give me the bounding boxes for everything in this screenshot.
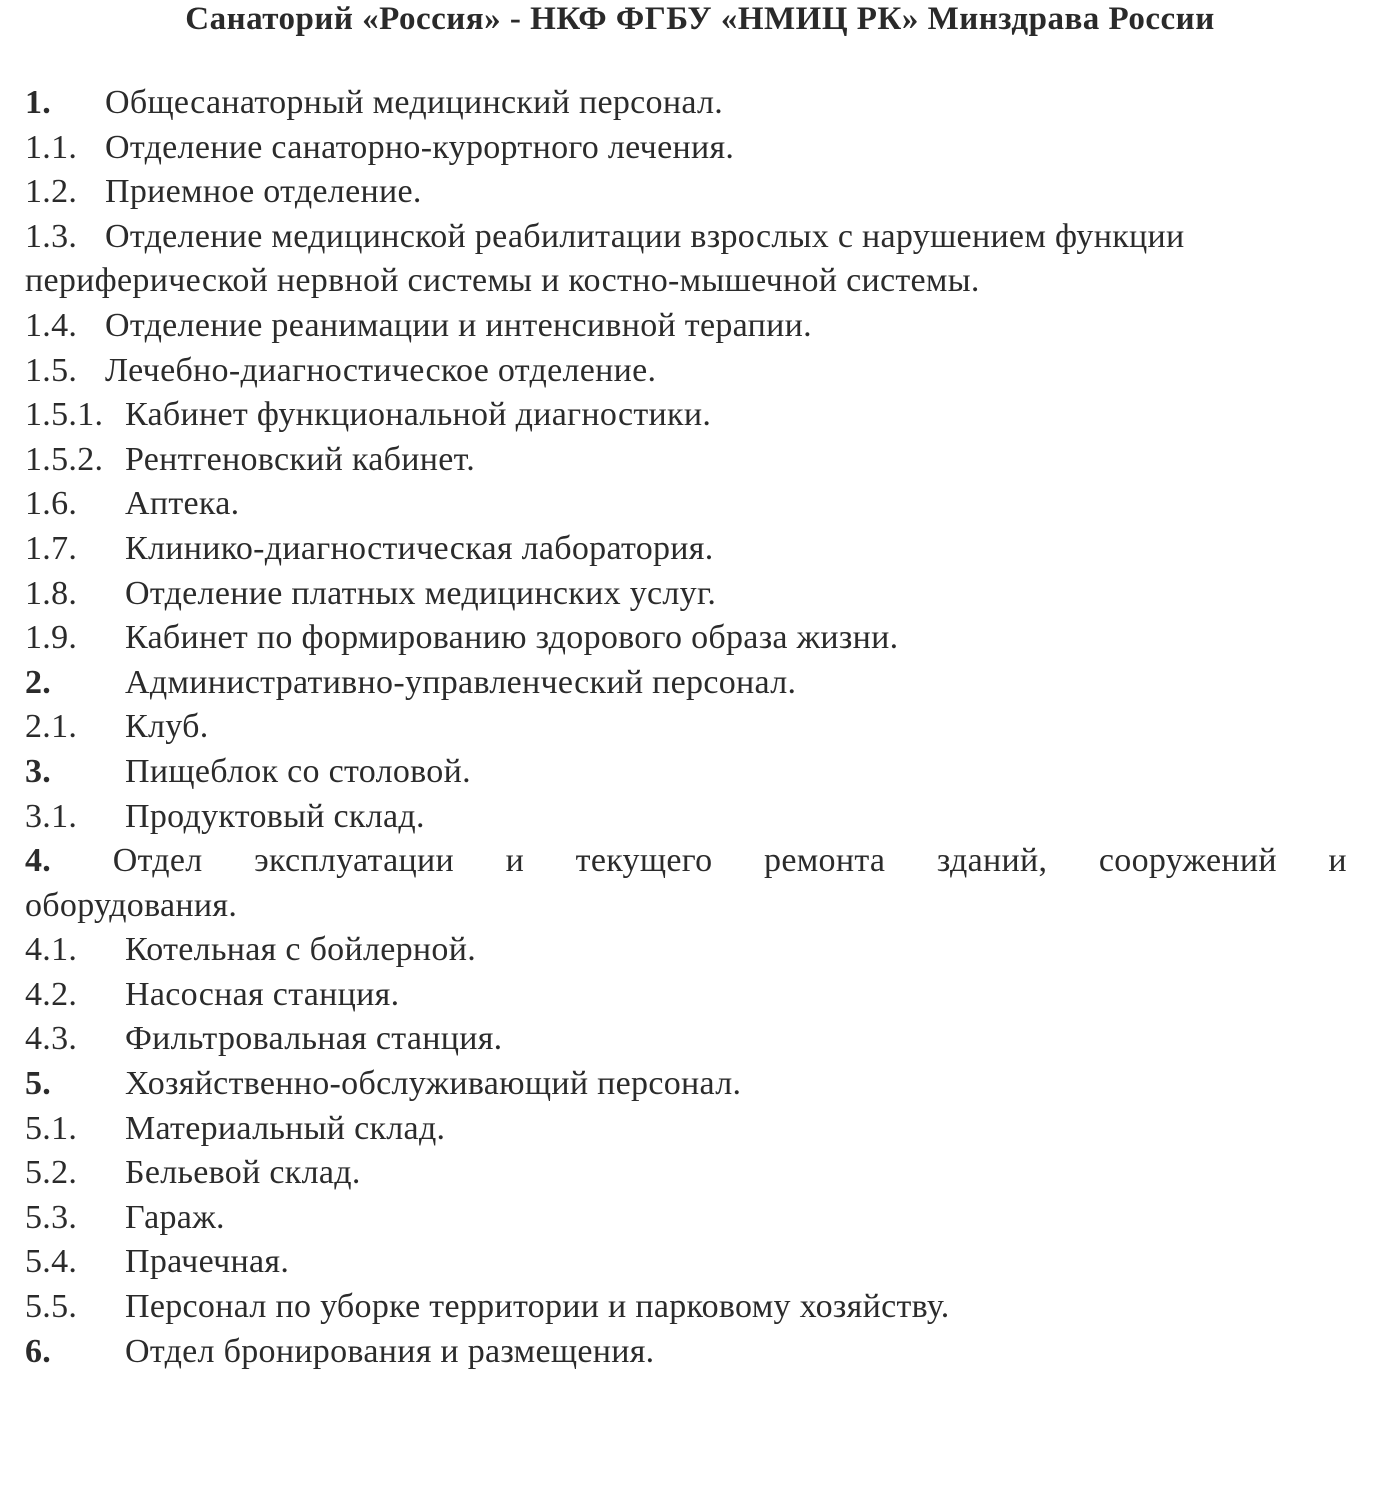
item-text-line2: оборудования. [25,886,238,924]
item-number: 1.5. [25,351,78,389]
item-number: 1. [25,84,52,121]
item-text: Персонал по уборке территории и парковому хозяйству. [125,1288,950,1326]
item-text: Рентгеновский кабинет. [125,440,476,478]
item-number: 1.4. [25,306,78,344]
list-item [25,839,1350,928]
item-text: Материальный склад. [125,1109,446,1147]
list-item [25,126,1350,171]
item-number: 2.1. [25,708,78,746]
list-item [25,795,1350,840]
list-item [25,393,1350,438]
list-item [25,1151,1350,1196]
item-number: 3. [25,752,52,790]
item-text: Фильтровальная станция. [125,1020,503,1058]
item-number: 5. [25,1065,52,1103]
item-text: Общесанаторный медицинский персонал. [105,84,724,121]
list-item [25,1285,1350,1330]
list-item [25,572,1350,617]
item-word: зданий, [936,842,1048,880]
item-number: 4.2. [25,975,78,1013]
item-number: 1.6. [25,485,78,523]
item-number: 5.2. [25,1154,78,1192]
item-number: 5.3. [25,1198,78,1236]
item-number: 5.1. [25,1109,78,1147]
item-number: 4.1. [25,931,78,969]
list-item [25,1240,1350,1285]
list-item [25,973,1350,1018]
item-text: Кабинет функциональной диагностики. [125,396,712,434]
item-text: Хозяйственно-обслуживающий персонал. [125,1065,742,1103]
item-number: 1.3. [25,217,78,255]
item-number: 4.3. [25,1020,78,1058]
list-item [25,1017,1350,1062]
item-number: 1.1. [25,128,78,166]
item-text: Прачечная. [125,1243,290,1281]
item-text-line1: Отделение медицинской реабилитации взрослых с нарушением функции [105,217,1185,255]
item-text: Клуб. [125,708,209,746]
item-text: Отделение платных медицинских услуг. [125,574,717,612]
list-item [25,1330,1350,1375]
list-item [25,1196,1350,1241]
list-item [25,81,1350,126]
list-item [25,616,1350,661]
item-word: и [505,842,525,880]
item-number: 1.5.2. [25,440,104,478]
list-item [25,750,1350,795]
item-number: 5.4. [25,1243,78,1281]
item-text: Продуктовый склад. [125,797,425,835]
list-item [25,1107,1350,1152]
document-title: Санаторий «Россия» - НКФ ФГБУ «НМИЦ РК» Минздрава России [185,1,1215,37]
item-text: Котельная с бойлерной. [125,931,477,969]
list-item [25,527,1350,572]
item-text: Приемное отделение. [105,173,422,211]
item-word: Отдел [112,842,203,880]
list-item [25,304,1350,349]
list-item [25,170,1350,215]
item-number: 5.5. [25,1288,78,1326]
item-word: текущего [575,842,713,880]
item-word: сооружений [1098,842,1277,880]
item-text: Лечебно-диагностическое отделение. [105,351,657,389]
item-text: Административно-управленческий персонал. [125,663,797,701]
item-text: Бельевой склад. [125,1154,361,1192]
list-item [25,1062,1350,1107]
item-word: эксплуатации [254,842,454,880]
item-text-line2: периферической нервной системы и костно-мышечной системы. [25,262,980,300]
item-number: 1.7. [25,529,78,567]
item-text: Клинико-диагностическая лаборатория. [125,529,714,567]
item-text: Кабинет по формированию здорового образа жизни. [125,619,899,657]
item-number: 1.5.1. [25,396,104,434]
list-item [25,928,1350,973]
list-item [25,482,1350,527]
item-number: 1.2. [25,173,78,211]
item-number: 6. [25,1332,52,1370]
item-word: и [1328,842,1347,880]
item-text: Отдел бронирования и размещения. [125,1332,655,1370]
item-number: 4. [25,842,52,880]
item-text: Отделение санаторно-курортного лечения. [105,128,735,166]
list-item [25,438,1350,483]
item-word: ремонта [764,842,886,880]
item-number: 2. [25,663,52,701]
item-number: 1.8. [25,574,78,612]
item-text: Пищеблок со столовой. [125,752,471,790]
item-number: 3.1. [25,797,78,835]
item-text: Отделение реанимации и интенсивной терапии. [105,306,812,344]
item-text: Насосная станция. [125,975,400,1013]
item-text: Аптека. [125,485,240,523]
list-item [25,705,1350,750]
list-item [25,661,1350,706]
list-item [25,215,1350,304]
item-number: 1.9. [25,619,78,657]
item-text: Гараж. [125,1198,225,1236]
list-item [25,349,1350,394]
structure-list [25,81,1350,1374]
